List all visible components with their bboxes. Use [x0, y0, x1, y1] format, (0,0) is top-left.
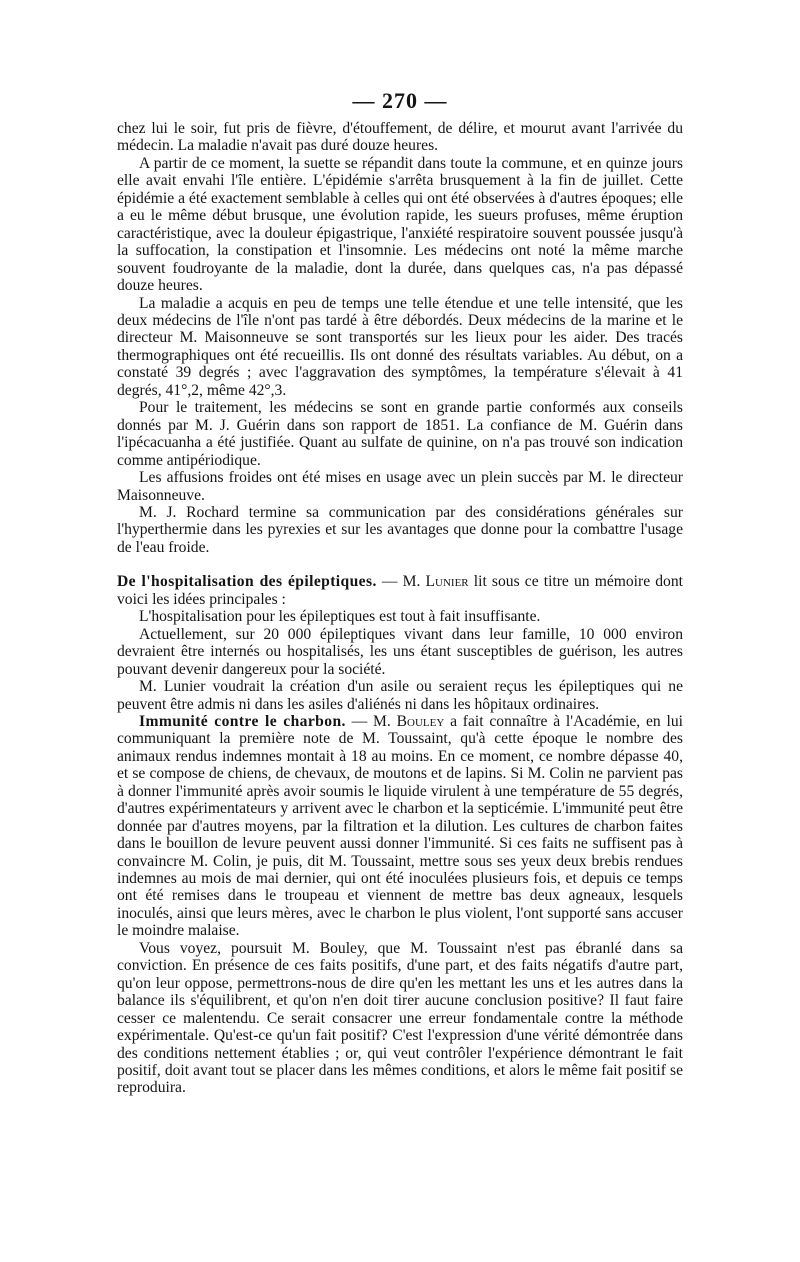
- paragraph: M. J. Rochard termine sa communication par des considérations générales sur l'hyperthermie dans les pyrexies et sur les avantages que donne pour la combattre l'usage de l'eau froide.: [117, 503, 683, 556]
- book-page: [117, 88, 683, 1097]
- paragraph: Les affusions froides ont été mises en usage avec un plein succès par M. le directeur Maisonneuve.: [117, 469, 683, 504]
- author-name: Lunier: [425, 573, 469, 591]
- paragraph: A partir de ce moment, la suette se répandit dans toute la commune, et en quinze jours elle avait envahi l'île entière. L'épidémie s'arrêta brusquement à la fin de juillet. Cette épidémie a été exactement semblable à celles qui ont été observées à d'autres époques; elle a eu le même début brusque, une évolution rapide, les sueurs profuses, même éruption caractéristique, avec la douleur épigastrique, l'anxiété respiratoire souvent poussée jusqu'à la suffocation, la constipation et l'insomnie. Les médecins ont noté la même marche souvent foudroyante de la maladie, dont la durée, dans quelques cas, n'a pas dépassé douze heures.: [117, 154, 683, 295]
- paragraph: La maladie a acquis en peu de temps une telle étendue et une telle intensité, que les deux médecins de l'île n'ont pas tardé à être débordés. Deux médecins de la marine et le directeur M. Maisonneuve se sont transportés sur les lieux pour les aider. Des tracés thermographiques ont été recueillis. Ils ont donné des résultats variables. Au début, on a constaté 39 degrés ; avec l'aggravation des symptômes, la température s'élevait à 41 degrés, 41°,2, même 42°,3.: [117, 294, 683, 399]
- paragraph: Vous voyez, poursuit M. Bouley, que M. Toussaint n'est pas ébranlé dans sa conviction. En présence de ces faits positifs, d'une part, et des faits négatifs d'autre part, qu'on leur oppose, permettrons-nous de dire qu'en les mettant les uns et les autres dans la balance ils s'équilibrent, et qu'on n'en doit tirer aucune conclusion positive? Il faut faire cesser ce malentendu. Ce serait consacrer une erreur fondamentale contre la méthode expérimentale. Qu'est-ce qu'un fait positif? C'est l'expression d'une vérité démontrée dans des conditions nettement établies ; or, qui veut contrôler l'expérience démontrant le fait positif, doit avant tout se placer dans les mêmes conditions, et alors le même fait positif se reproduira.: [117, 939, 683, 1097]
- section-heading: De l'hospitalisation des épileptiques.: [117, 573, 377, 591]
- paragraph: Actuellement, sur 20 000 épileptiques vivant dans leur famille, 10 000 environ devraient être internés ou hospitalisés, les uns étant susceptibles de guérison, les autres pouvant devenir dangereux pour la société.: [117, 625, 683, 678]
- paragraph: Pour le traitement, les médecins se sont en grande partie conformés aux conseils donnés par M. J. Guérin dans son rapport de 1851. La confiance de M. Guérin dans l'ipécacuanha a été justifiée. Quant au sulfate de quinine, on n'a pas trouvé son indication comme antipériodique.: [117, 399, 683, 469]
- paragraph: M. Lunier voudrait la création d'un asile ou seraient reçus les épileptiques qui ne peuvent être admis ni dans les asiles d'aliénés ni dans les hôpitaux ordinaires.: [117, 678, 683, 713]
- section-text: a fait connaître à l'Académie, en lui communiquant la première note de M. Toussaint, qu'à cette époque le nombre des animaux rendus indemnes montait à 18 au moins. En ce moment, ce nombre dépasse 40, et se compose de chiens, de chevaux, de moutons et de lapins. Si M. Colin ne parvient pas à donner l'immunité après avoir soumis le liquide virulent à une température de 55 degrés, d'autres expérimentateurs y arrivent avec le charbon et la septicémie. L'immunité peut être donnée par d'autres moyens, par la filtration et la dilution. Les cultures de charbon faites dans le bouillon de levure peuvent aussi donner l'immunité. Si ces faits ne suffisent pas à convaincre M. Colin, je puis, dit M. Toussaint, mettre sous ses yeux deux brebis rendues indemnes au mois de mai dernier, qui ont été inoculées plusieurs fois, et depuis ce temps ont été remises dans le troupeau et viennent de mettre bas deux agneaux, lesquels inoculés, ainsi que leurs mères, avec le charbon le plus violent, l'ont supporté sans accuser le moindre malaise.: [117, 712, 683, 940]
- page-number: — 270 —: [352, 88, 448, 113]
- section-text: lit sous ce titre un mémoire dont voici les idées principales :: [117, 573, 683, 608]
- paragraph: L'hospitalisation pour les épileptiques est tout à fait insuffisante.: [139, 608, 541, 626]
- section-heading: Immunité contre le charbon.: [139, 712, 346, 730]
- section-epileptiques: [117, 573, 683, 608]
- section-dash: — M.: [376, 573, 426, 591]
- section-charbon: [117, 713, 683, 940]
- paragraph: chez lui le soir, fut pris de fièvre, d'étouffement, de délire, et mourut avant l'arrivée du médecin. La maladie n'avait pas duré douze heures.: [117, 120, 683, 155]
- section-dash: — M.: [345, 712, 397, 730]
- author-name: Bouley: [396, 712, 445, 730]
